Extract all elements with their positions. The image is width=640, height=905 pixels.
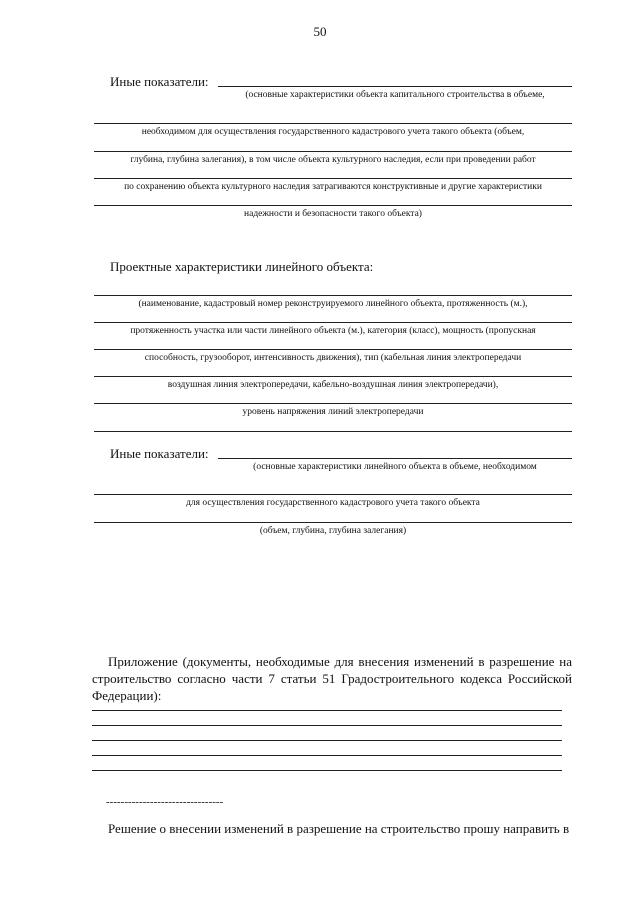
input-line[interactable] — [94, 522, 572, 523]
input-line[interactable] — [94, 349, 572, 350]
input-line[interactable] — [218, 458, 572, 459]
input-line[interactable] — [92, 710, 562, 711]
page-number: 50 — [313, 24, 327, 39]
decision-paragraph: Решение о внесении изменений в разрешение на строительство прошу направить в — [108, 821, 570, 836]
field-hint: (объем, глубина, глубина залегания) — [259, 526, 407, 536]
field-hint: способность, грузооборот, интенсивность движения), тип (кабельная линия электропередачи — [144, 353, 522, 363]
field-hint: для осуществления государственного кадастрового учета такого объекта — [186, 498, 480, 508]
field-hint: необходимом для осуществления государственного кадастрового учета такого объекта (объем, — [141, 127, 525, 137]
input-line[interactable] — [218, 86, 572, 87]
input-line[interactable] — [94, 322, 572, 323]
input-line[interactable] — [92, 725, 562, 726]
input-line[interactable] — [92, 740, 562, 741]
input-line[interactable] — [94, 123, 572, 124]
input-line[interactable] — [94, 431, 572, 432]
other-indicators-label: Иные показатели: — [110, 446, 209, 461]
field-hint: надежности и безопасности такого объекта) — [244, 209, 422, 219]
input-line[interactable] — [94, 403, 572, 404]
field-hint: глубина, глубина залегания), в том числе объекта культурного наследия, если при проведении работ — [130, 155, 536, 165]
field-hint: протяженность участка или части линейного объекта (м.), категория (класс), мощность (пропускная — [130, 326, 536, 336]
field-hint: (основные характеристики объекта капитального строительства в объеме, — [245, 90, 545, 100]
field-hint: по сохранению объекта культурного наследия затрагиваются конструктивные и другие характеристики — [124, 182, 542, 192]
input-line[interactable] — [92, 755, 562, 756]
input-line[interactable] — [94, 295, 572, 296]
input-line[interactable] — [94, 494, 572, 495]
input-line[interactable] — [94, 178, 572, 179]
linear-characteristics-label: Проектные характеристики линейного объекта: — [110, 259, 374, 274]
input-line[interactable] — [94, 151, 572, 152]
other-indicators-label: Иные показатели: — [110, 74, 209, 89]
field-hint: (основные характеристики линейного объекта в объеме, необходимом — [253, 462, 537, 472]
input-line[interactable] — [92, 770, 562, 771]
field-hint: уровень напряжения линий электропередачи — [242, 407, 424, 417]
input-line[interactable] — [94, 376, 572, 377]
field-hint: (наименование, кадастровый номер реконструируемого линейного объекта, протяженность (м.), — [138, 299, 528, 309]
input-line[interactable] — [94, 205, 572, 206]
field-hint: воздушная линия электропередачи, кабельно-воздушная линия электропередачи), — [167, 380, 499, 390]
appendix-paragraph: Приложение (документы, необходимые для внесения изменений в разрешение на строительство согласно части 7 статьи 51 Градостроительного кодекса Российской Федерации): — [92, 654, 572, 703]
footnote-separator: -------------------------------- — [106, 796, 224, 808]
